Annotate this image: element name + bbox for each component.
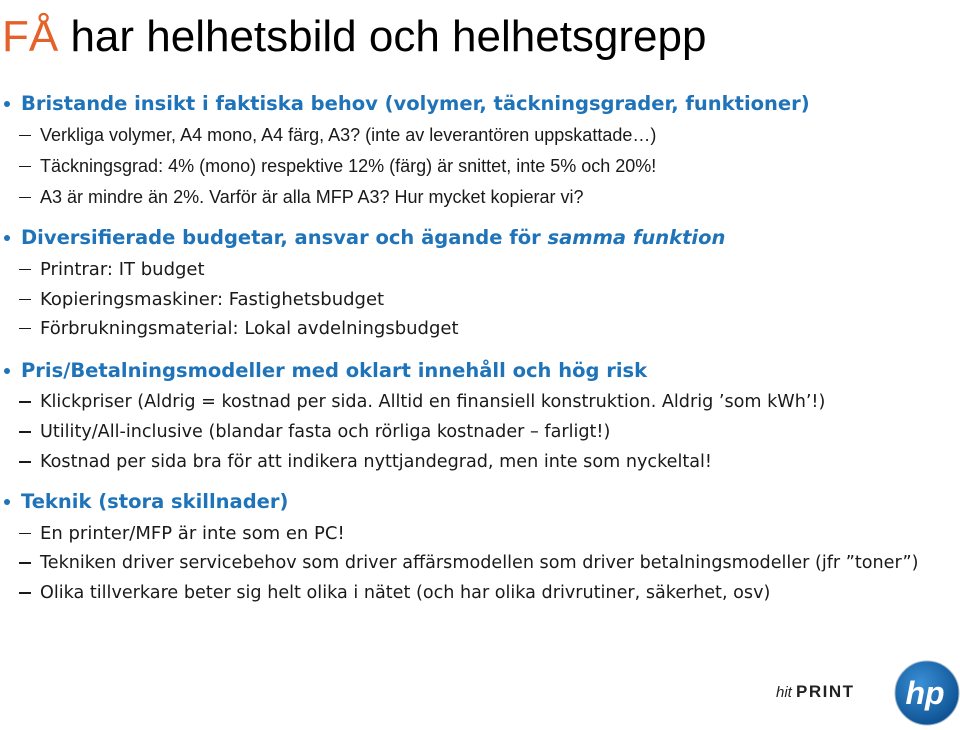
section-heading-technology: Teknik (stora skillnader) xyxy=(3,490,288,513)
dash-icon xyxy=(19,533,31,535)
list-item: A3 är mindre än 2%. Varför är alla MFP A3? Hur mycket kopierar vi? xyxy=(19,187,584,208)
section-heading-insight: Bristande insikt i faktiska behov (volymer, täckningsgrader, funktioner) xyxy=(3,92,810,115)
dash-icon xyxy=(19,401,31,403)
list-item: Kopieringsmaskiner: Fastighetsbudget xyxy=(19,289,384,310)
dash-icon xyxy=(19,562,31,564)
dash-icon xyxy=(19,197,31,199)
list-item: Verkliga volymer, A4 mono, A4 färg, A3? (inte av leverantören uppskattade…) xyxy=(19,125,656,146)
title-accent: FÅ xyxy=(2,12,59,61)
list-item: Förbrukningsmaterial: Lokal avdelningsbudget xyxy=(19,318,459,339)
dash-icon xyxy=(19,431,31,433)
list-item: Klickpriser (Aldrig = kostnad per sida. Alltid en finansiell konstruktion. Aldrig ’som kWh’!) xyxy=(19,392,825,412)
dash-icon xyxy=(19,135,31,137)
dash-icon xyxy=(19,461,31,463)
section-heading-pricing: Pris/Betalningsmodeller med oklart innehåll och hög risk xyxy=(3,359,647,382)
dash-icon xyxy=(19,328,31,330)
list-item: Olika tillverkare beter sig helt olika i nätet (och har olika drivrutiner, säkerhet, osv) xyxy=(19,583,770,603)
list-item: Täckningsgrad: 4% (mono) respektive 12% (färg) är snittet, inte 5% och 20%! xyxy=(19,156,656,177)
bullet-icon xyxy=(4,499,10,505)
list-item: Printrar: IT budget xyxy=(19,259,205,280)
list-item: Tekniken driver servicebehov som driver affärsmodellen som driver betalningsmodeller (jfr ”toner”) xyxy=(19,553,918,573)
hp-badge-text: hp xyxy=(905,675,945,711)
hitprint-wordmark: hit PRINT xyxy=(776,682,855,701)
title-text: har helhetsbild och helhetsgrepp xyxy=(58,12,707,61)
bullet-icon xyxy=(4,101,10,107)
list-item: En printer/MFP är inte som en PC! xyxy=(19,523,345,544)
list-item: Utility/All-inclusive (blandar fasta och rörliga kostnader – farligt!) xyxy=(19,422,610,442)
dash-icon xyxy=(19,592,31,594)
list-item: Kostnad per sida bra för att indikera nyttjandegrad, men inte som nyckeltal! xyxy=(19,452,712,472)
bullet-icon xyxy=(4,368,10,374)
section-heading-budgets: Diversifierade budgetar, ansvar och ägande för samma funktion xyxy=(3,226,725,249)
hp-logo-icon xyxy=(894,660,960,726)
dash-icon xyxy=(19,299,31,301)
bullet-icon xyxy=(4,235,10,241)
dash-icon xyxy=(19,269,31,271)
dash-icon xyxy=(19,166,31,168)
hitprint-logo xyxy=(772,660,960,730)
